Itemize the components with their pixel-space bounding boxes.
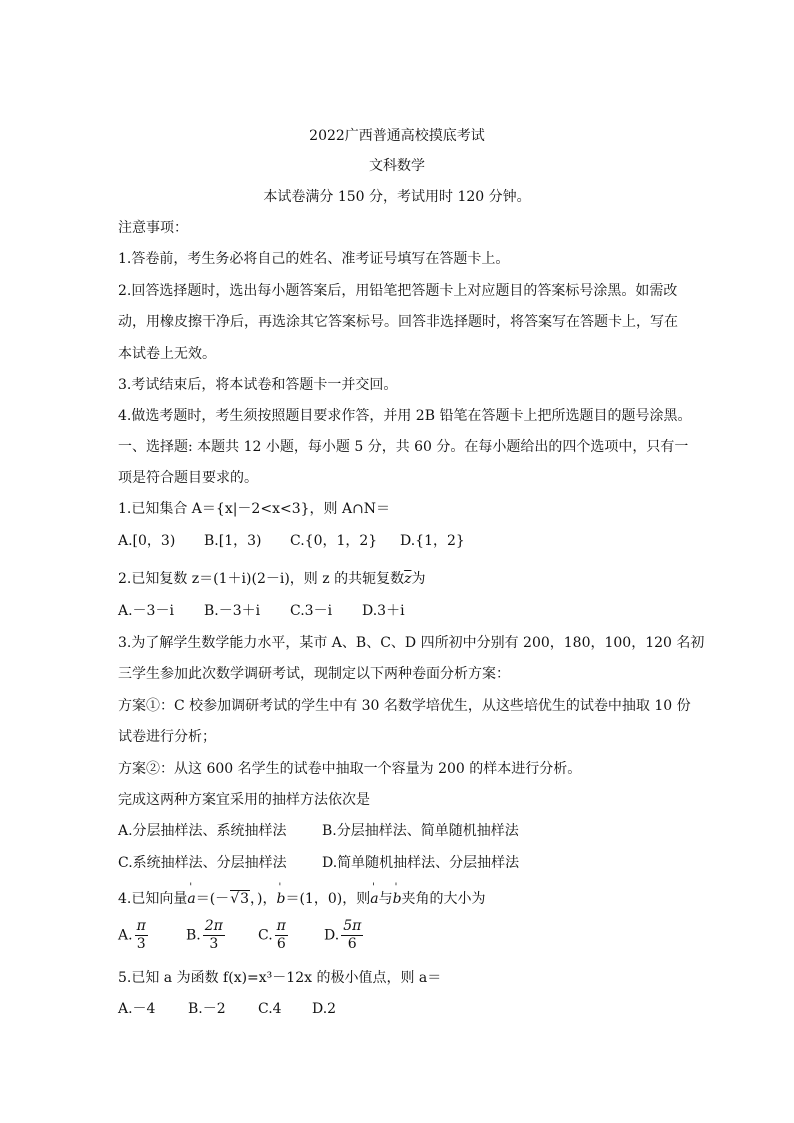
q2-stem-end: 为 xyxy=(411,571,426,587)
notes-heading: 注意事项： xyxy=(118,220,188,236)
q2-option-d: D.3＋i xyxy=(362,603,405,619)
option-label: D. xyxy=(324,927,340,944)
q2-option-b: B.－3＋i xyxy=(204,603,261,619)
q2-option-c: C.3－i xyxy=(290,603,333,619)
q3-option-b: B.分层抽样法、简单随机抽样法 xyxy=(322,823,519,839)
q4-stem-part: ＝(1，0)，则 xyxy=(285,891,371,907)
q4-stem xyxy=(118,888,486,908)
q2-options xyxy=(118,600,405,620)
q2-stem-text: 2.已知复数 z＝(1＋i)(2－i)，则 z 的共轭复数 xyxy=(118,571,405,587)
q3-option-d: D.简单随机抽样法、分层抽样法 xyxy=(322,855,520,871)
vector-a: ' a xyxy=(187,891,195,907)
q4-stem-part: ，)， xyxy=(250,891,277,907)
q1-option-c: C.{0，1，2} xyxy=(290,533,378,549)
q5-option-b: B.－2 xyxy=(188,1001,226,1017)
q1-option-d: D.{1，2} xyxy=(400,533,465,549)
note-2-line-3: 本试卷上无效。 xyxy=(118,346,216,362)
q4-stem-part: ＝(－ xyxy=(195,891,230,907)
fraction xyxy=(203,918,225,953)
denominator: 6 xyxy=(276,936,286,952)
numerator: 5π xyxy=(343,918,362,934)
q4-stem-part: 4.已知向量 xyxy=(118,891,188,907)
fraction xyxy=(341,918,363,953)
q5-option-d: D.2 xyxy=(312,1001,337,1017)
denominator: 3 xyxy=(209,936,219,952)
q1-option-a: A.[0，3) xyxy=(118,533,176,549)
exam-subject: 文科数学 xyxy=(369,158,425,174)
q4-stem-part: 与 xyxy=(378,891,393,907)
exam-title: 2022广西普通高校摸底考试 xyxy=(309,128,485,144)
option-label: C. xyxy=(258,927,273,944)
note-2-line-2: 动，用橡皮擦干净后，再选涂其它答案标号。回答非选择题时，将答案写在答题卡上，写在 xyxy=(118,314,678,330)
option-label: A. xyxy=(118,927,133,944)
q5-stem: 5.已知 a 为函数 f(x)=x³－12x 的极小值点，则 a＝ xyxy=(118,970,442,986)
q4-option-c xyxy=(258,918,324,953)
q3-plan-1-line-2: 试卷进行分析； xyxy=(118,729,216,745)
option-label: B. xyxy=(186,927,201,944)
q3-line-1: 3.为了解学生数学能力水平，某市 A、B、C、D 四所初中分别有 200，180，100，120 名初 xyxy=(118,635,705,651)
numerator: 2π xyxy=(204,918,223,934)
q4-option-a xyxy=(118,918,186,953)
q5-options xyxy=(118,998,336,1018)
q3-option-c: C.系统抽样法、分层抽样法 xyxy=(118,855,287,871)
vector-a: ' a xyxy=(370,891,378,907)
q1-stem: 1.已知集合 A＝{x|－2<x<3}，则 A∩N＝ xyxy=(118,501,391,517)
q5-option-a: A.－4 xyxy=(118,1001,156,1017)
q3-plan-1-line-1: 方案①：C 校参加调研考试的学生中有 30 名数学培优生，从这些培优生的试卷中抽取 10 份 xyxy=(118,698,691,714)
q3-question: 完成这两种方案宜采用的抽样方法依次是 xyxy=(118,792,370,808)
section-heading-line-1: 一、选择题: 本题共 12 小题，每小题 5 分，共 60 分。在每小题给出的四个选项中，只有一 xyxy=(118,439,689,455)
vector-b: ' b xyxy=(393,891,402,907)
q1-options xyxy=(118,530,465,550)
q3-plan-2: 方案②：从这 600 名学生的试卷中抽取一个容量为 200 的样本进行分析。 xyxy=(118,761,582,777)
sqrt-3: √ 3 xyxy=(230,890,250,907)
numerator: π xyxy=(136,918,146,934)
note-4: 4.做选考题时，考生须按照题目要求作答，并用 2B 铅笔在答题卡上把所选题目的题号涂黑。 xyxy=(118,408,692,424)
vector-b: ' b xyxy=(277,891,286,907)
q4-options xyxy=(118,918,365,953)
fraction xyxy=(135,918,148,953)
exam-info: 本试卷满分 150 分，考试用时 120 分钟。 xyxy=(263,189,531,205)
q1-option-b: B.[1，3) xyxy=(204,533,262,549)
q3-options-row-1 xyxy=(118,820,519,840)
q3-line-2: 三学生参加此次数学调研考试，现制定以下两种卷面分析方案： xyxy=(118,666,510,682)
q2-stem xyxy=(118,568,425,588)
q3-options-row-2 xyxy=(118,852,519,872)
numerator: π xyxy=(276,918,286,934)
q2-conjugate-z: $\overline{z}$ xyxy=(404,571,412,587)
note-2-line-1: 2.回答选择题时，选出每小题答案后，用铅笔把答题卡上对应题目的答案标号涂黑。如需改 xyxy=(118,283,678,299)
q4-option-d xyxy=(324,918,365,953)
denominator: 3 xyxy=(136,936,146,952)
q3-option-a: A.分层抽样法、系统抽样法 xyxy=(118,823,287,839)
fraction xyxy=(275,918,288,953)
q4-stem-part: 夹角的大小为 xyxy=(401,891,486,907)
section-heading-line-2: 项是符合题目要求的。 xyxy=(118,470,258,486)
q5-option-c: C.4 xyxy=(258,1001,282,1017)
q4-option-b xyxy=(186,918,258,953)
note-3: 3.考试结束后，将本试卷和答题卡一并交回。 xyxy=(118,377,398,393)
note-1: 1.答卷前，考生务必将自己的姓名、准考证号填写在答题卡上。 xyxy=(118,251,510,267)
denominator: 6 xyxy=(347,936,357,952)
q2-option-a: A.－3－i xyxy=(118,603,174,619)
